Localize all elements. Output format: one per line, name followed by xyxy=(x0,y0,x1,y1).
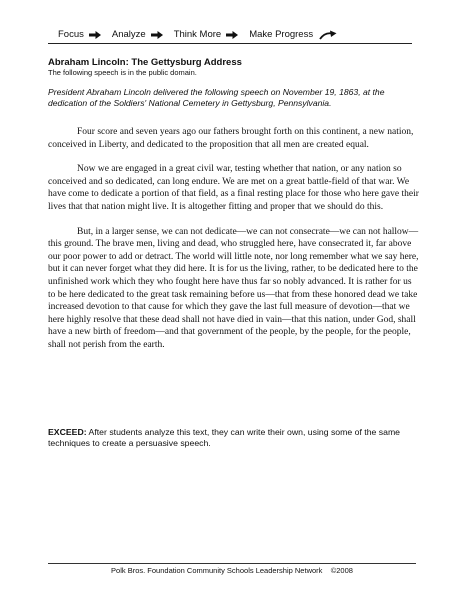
step-focus xyxy=(58,29,112,40)
exceed-note xyxy=(48,427,420,449)
speech-text xyxy=(48,126,420,364)
right-arrow-icon xyxy=(89,31,101,39)
right-arrow-icon xyxy=(226,31,238,39)
speech-paragraph: Four score and seven years ago our fathers brought forth on this continent, a new nation, conceived in Liberty, and dedicated to the proposition that all men are created equal. xyxy=(48,127,414,150)
document-subtitle: The following speech is in the public domain. xyxy=(48,68,197,77)
right-arrow-icon xyxy=(151,31,163,39)
footer-divider xyxy=(48,563,416,564)
speech-paragraph: But, in a larger sense, we can not dedicate—we can not consecrate—we can not hallow—this ground. The brave men, living and dead, who struggled here, have consecrated it, far above our poor power to add or detract. The world will little note, nor long remember what we say here, but it can never forget what they did here. It is for us the living, rather, to be dedicated here to the unfinished work which they who fought here have thus far so nobly advanced. It is rather for us to be here dedicated to the great task remaining before us—that from these honored dead we take increased devotion to that cause for which they gave the last full measure of devotion—that we here highly resolve that these dead shall not have died in vain—that this nation, under God, shall have a new birth of freedom—and that government of the people, by the people, for the people, shall not perish from the earth. xyxy=(48,226,419,350)
step-think-more xyxy=(174,29,250,40)
step-label: Analyze xyxy=(111,29,146,40)
footer-text: Polk Bros. Foundation Community Schools Leadership Network ©2008 xyxy=(111,566,353,575)
document-title: Abraham Lincoln: The Gettysburg Address xyxy=(48,57,242,68)
step-label: Focus xyxy=(58,29,84,40)
step-label: Think More xyxy=(173,29,222,40)
speech-paragraph: Now we are engaged in a great civil war, testing whether that nation, or any nation so conceived and so dedicated, can long endure. We are met on a great battle-field of that war. We have come to dedicate a portion of that field, as a final resting place for those who here gave their lives that that nation might live. It is altogether fitting and proper that we should do this. xyxy=(48,164,419,212)
step-make-progress xyxy=(249,29,337,40)
step-label: Make Progress xyxy=(249,29,314,40)
process-steps xyxy=(58,29,337,40)
intro-paragraph: President Abraham Lincoln delivered the following speech on November 19, 1863, at the dedication of the Soldiers' National Cemetery in Gettysburg, Pennsylvania. xyxy=(48,87,385,108)
curved-arrow-icon xyxy=(319,30,337,40)
exceed-label: EXCEED: xyxy=(48,427,87,437)
exceed-text: After students analyze this text, they can write their own, using some of the same techniques to create a persuasive speech. xyxy=(48,427,401,448)
step-analyze xyxy=(112,29,174,40)
